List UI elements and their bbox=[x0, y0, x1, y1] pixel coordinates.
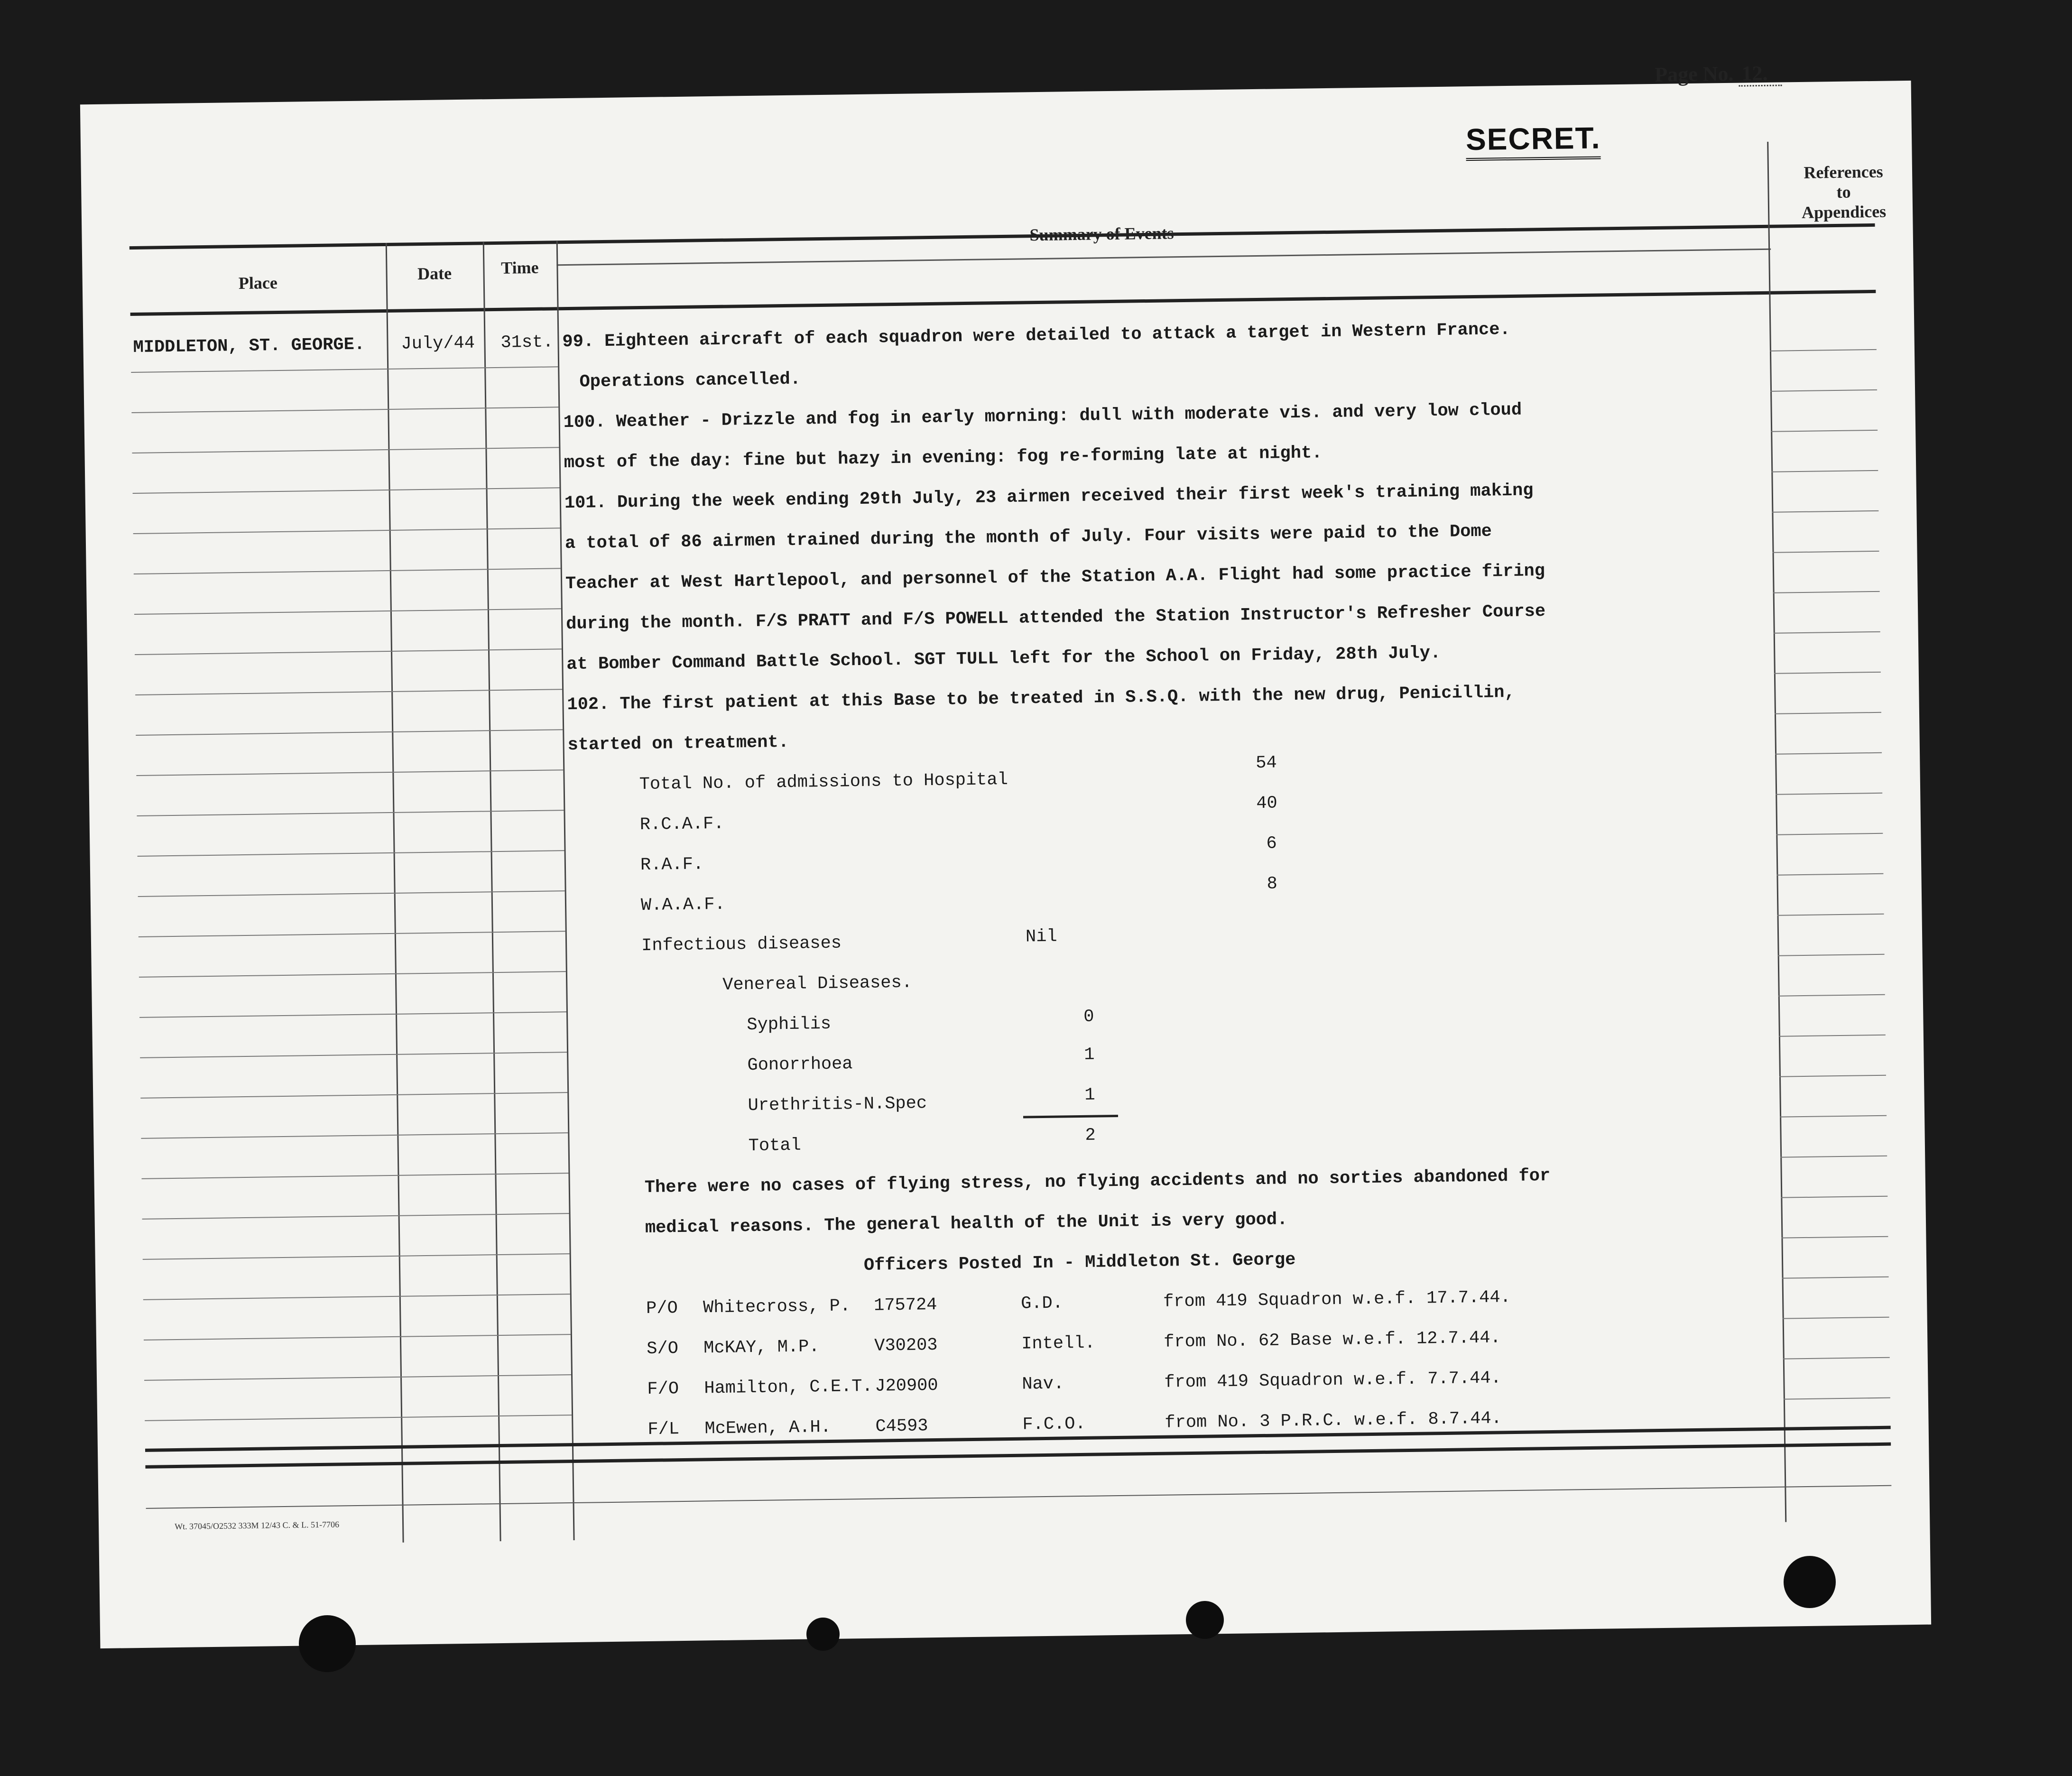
ruled-line bbox=[1776, 793, 1882, 795]
ruled-line bbox=[1783, 1317, 1889, 1319]
ruled-line bbox=[140, 1092, 567, 1099]
divider-summary-refs bbox=[1767, 142, 1786, 1522]
infectious-label: Infectious diseases bbox=[641, 933, 842, 956]
ruled-line bbox=[1775, 712, 1881, 714]
admissions-total-value: 54 bbox=[1255, 753, 1277, 774]
officer-rank: P/O bbox=[646, 1298, 678, 1319]
header-bottom-rule bbox=[130, 290, 1876, 316]
venereal-total-value: 2 bbox=[1085, 1125, 1096, 1146]
infectious-value: Nil bbox=[1025, 926, 1057, 947]
entry-place: MIDDLETON, ST. GEORGE. bbox=[133, 334, 365, 358]
ruled-line bbox=[143, 1253, 570, 1260]
ruled-line bbox=[136, 769, 563, 776]
health-line-1: There were no cases of flying stress, no flying accidents and no sorties abandoned for bbox=[644, 1166, 1551, 1198]
ruled-line bbox=[1770, 349, 1877, 352]
ruled-line bbox=[1771, 470, 1878, 472]
ruled-line bbox=[1781, 1196, 1887, 1198]
summary-line-102-cont: started on treatment. bbox=[567, 732, 789, 756]
officer-name: Whitecross, P. bbox=[703, 1296, 851, 1318]
admissions-rcaf-label: R.C.A.F. bbox=[639, 814, 724, 835]
urethritis-value: 1 bbox=[1084, 1085, 1095, 1105]
ruled-line bbox=[135, 689, 562, 695]
officer-rank: S/O bbox=[647, 1339, 679, 1359]
binder-hole-right bbox=[1784, 1556, 1836, 1608]
ruled-line bbox=[135, 648, 562, 655]
officer-number: V30203 bbox=[874, 1335, 938, 1356]
summary-line-100: 100. Weather - Drizzle and fog in early morning: dull with moderate vis. and very low cloud bbox=[563, 400, 1522, 433]
officer-name: McEwen, A.H. bbox=[704, 1417, 832, 1439]
ruled-line bbox=[142, 1173, 569, 1179]
ruled-line bbox=[145, 1415, 572, 1421]
secret-stamp: SECRET. bbox=[1466, 120, 1601, 161]
ruled-line bbox=[137, 810, 564, 816]
ruled-line bbox=[139, 931, 565, 937]
footer-rule bbox=[146, 1485, 1892, 1509]
ruled-line bbox=[142, 1213, 569, 1220]
ruled-line bbox=[139, 1011, 566, 1018]
header-summary: Summary of Events bbox=[1029, 223, 1174, 245]
officer-rank: F/O bbox=[647, 1379, 679, 1399]
admissions-raf-value: 6 bbox=[1266, 833, 1277, 854]
page-number-label: Page No. bbox=[1655, 62, 1734, 86]
ruled-line bbox=[1771, 430, 1878, 432]
ruled-line bbox=[1783, 1357, 1890, 1360]
summary-line-101-cont4: at Bomber Command Battle School. SGT TULL left for the School on Friday, 28th July. bbox=[566, 643, 1441, 675]
admissions-waaf-label: W.A.A.F. bbox=[640, 894, 725, 916]
ruled-line bbox=[1784, 1397, 1890, 1400]
ruled-line bbox=[1779, 1035, 1886, 1037]
page-number-value: 12. bbox=[1739, 61, 1782, 86]
summary-header-rule bbox=[556, 249, 1771, 266]
ruled-line bbox=[1774, 672, 1881, 674]
header-references-line1: References bbox=[1804, 162, 1883, 182]
officer-number: J20900 bbox=[875, 1375, 938, 1397]
ruled-line bbox=[1778, 994, 1885, 997]
summary-line-102: 102. The first patient at this Base to be treated in S.S.Q. with the new drug, Penicillin, bbox=[567, 682, 1515, 715]
ruled-line bbox=[143, 1294, 570, 1300]
binder-hole-mid-left bbox=[806, 1618, 840, 1651]
ruled-line bbox=[138, 850, 564, 857]
ruled-line bbox=[136, 729, 563, 736]
officer-posting: from 419 Squadron w.e.f. 17.7.44. bbox=[1163, 1287, 1511, 1312]
ruled-lines bbox=[80, 81, 1911, 105]
ruled-line bbox=[131, 407, 558, 413]
ruled-line bbox=[1781, 1236, 1888, 1239]
admissions-waaf-value: 8 bbox=[1267, 874, 1278, 894]
sum-rule bbox=[1023, 1115, 1118, 1119]
ruled-line bbox=[133, 527, 560, 534]
entry-time: 31st. bbox=[500, 332, 554, 353]
header-date: Date bbox=[417, 264, 452, 284]
gonorrhoea-value: 1 bbox=[1083, 1045, 1095, 1065]
header-references-line3: Appendices bbox=[1801, 202, 1887, 222]
urethritis-label: Urethritis-N.Spec bbox=[748, 1093, 927, 1116]
operations-record-page bbox=[80, 61, 1931, 1648]
page-number bbox=[1655, 61, 1782, 87]
header-references-line2: to bbox=[1836, 182, 1851, 202]
ruled-line bbox=[1779, 1075, 1886, 1077]
ruled-line bbox=[1777, 914, 1884, 916]
summary-line-99-cont: Operations cancelled. bbox=[579, 369, 801, 392]
ruled-line bbox=[141, 1132, 568, 1139]
officer-branch: Nav. bbox=[1022, 1374, 1064, 1395]
print-code: Wt. 37045/O2532 333M 12/43 C. & L. 51-7706 bbox=[174, 1519, 340, 1532]
summary-line-100-cont: most of the day: fine but hazy in evening: fog re-forming late at night. bbox=[564, 443, 1323, 473]
ruled-line bbox=[1772, 510, 1878, 513]
summary-line-101: 101. During the week ending 29th July, 23 airmen received their first week's training making bbox=[564, 481, 1534, 514]
ruled-line bbox=[132, 447, 559, 453]
ruled-line bbox=[131, 366, 558, 373]
officer-posting: from No. 62 Base w.e.f. 12.7.44. bbox=[1163, 1328, 1501, 1352]
summary-line-99: 99. Eighteen aircraft of each squadron were detailed to attack a target in Western France. bbox=[562, 319, 1510, 352]
ruled-line bbox=[144, 1334, 571, 1341]
ruled-line bbox=[1774, 631, 1880, 634]
header-place: Place bbox=[238, 273, 278, 293]
ruled-line bbox=[1778, 954, 1885, 956]
officer-number: 175724 bbox=[873, 1295, 937, 1316]
officer-branch: G.D. bbox=[1020, 1293, 1064, 1314]
header-references bbox=[1770, 161, 1918, 223]
gonorrhoea-label: Gonorrhoea bbox=[747, 1054, 853, 1076]
ruled-line bbox=[1773, 551, 1879, 553]
ruled-line bbox=[1776, 833, 1883, 835]
syphilis-label: Syphilis bbox=[747, 1014, 832, 1036]
entry-date: July/44 bbox=[401, 333, 475, 354]
summary-line-101-cont2: Teacher at West Hartlepool, and personnel of the Station A.A. Flight had some practice firing bbox=[565, 561, 1545, 594]
binder-hole-left bbox=[299, 1615, 356, 1672]
admissions-total-label: Total No. of admissions to Hospital bbox=[639, 769, 1008, 795]
ruled-line bbox=[1773, 591, 1880, 593]
officer-branch: F.C.O. bbox=[1022, 1414, 1086, 1435]
admissions-raf-label: R.A.F. bbox=[640, 854, 704, 876]
venereal-heading: Venereal Diseases. bbox=[722, 972, 913, 995]
ruled-line bbox=[139, 971, 566, 978]
venereal-total-label: Total bbox=[748, 1135, 802, 1156]
ruled-line bbox=[1780, 1115, 1887, 1118]
syphilis-value: 0 bbox=[1083, 1007, 1094, 1027]
ruled-line bbox=[133, 487, 560, 494]
ruled-line bbox=[1770, 389, 1877, 392]
officer-posting: from 419 Squadron w.e.f. 7.7.44. bbox=[1164, 1368, 1502, 1393]
officer-posting: from No. 3 P.R.C. w.e.f. 8.7.44. bbox=[1165, 1408, 1502, 1433]
admissions-rcaf-value: 40 bbox=[1256, 793, 1278, 814]
ruled-line bbox=[138, 890, 565, 897]
ruled-line bbox=[140, 1052, 567, 1058]
ruled-line bbox=[134, 568, 561, 574]
officer-number: C4593 bbox=[875, 1416, 928, 1437]
binder-hole-mid-right bbox=[1186, 1601, 1224, 1639]
officer-name: McKAY, M.P. bbox=[703, 1337, 820, 1359]
summary-line-101-cont1: a total of 86 airmen trained during the month of July. Four visits were paid to the Dome bbox=[564, 521, 1492, 554]
ruled-line bbox=[144, 1374, 571, 1381]
officer-name: Hamilton, C.E.T. bbox=[704, 1376, 873, 1399]
health-line-2: medical reasons. The general health of the Unit is very good. bbox=[645, 1210, 1288, 1239]
ruled-line bbox=[1776, 873, 1883, 876]
ruled-line bbox=[1782, 1276, 1889, 1279]
officers-heading: Officers Posted In - Middleton St. George bbox=[863, 1250, 1296, 1276]
summary-line-101-cont3: during the month. F/S PRATT and F/S POWELL attended the Station Instructor's Refresher Course bbox=[566, 601, 1546, 635]
ruled-line bbox=[1775, 752, 1882, 755]
officer-branch: Intell. bbox=[1021, 1333, 1095, 1354]
officer-rank: F/L bbox=[648, 1419, 680, 1440]
ruled-line bbox=[134, 608, 561, 615]
ruled-line bbox=[1780, 1156, 1887, 1158]
header-time: Time bbox=[501, 258, 539, 278]
